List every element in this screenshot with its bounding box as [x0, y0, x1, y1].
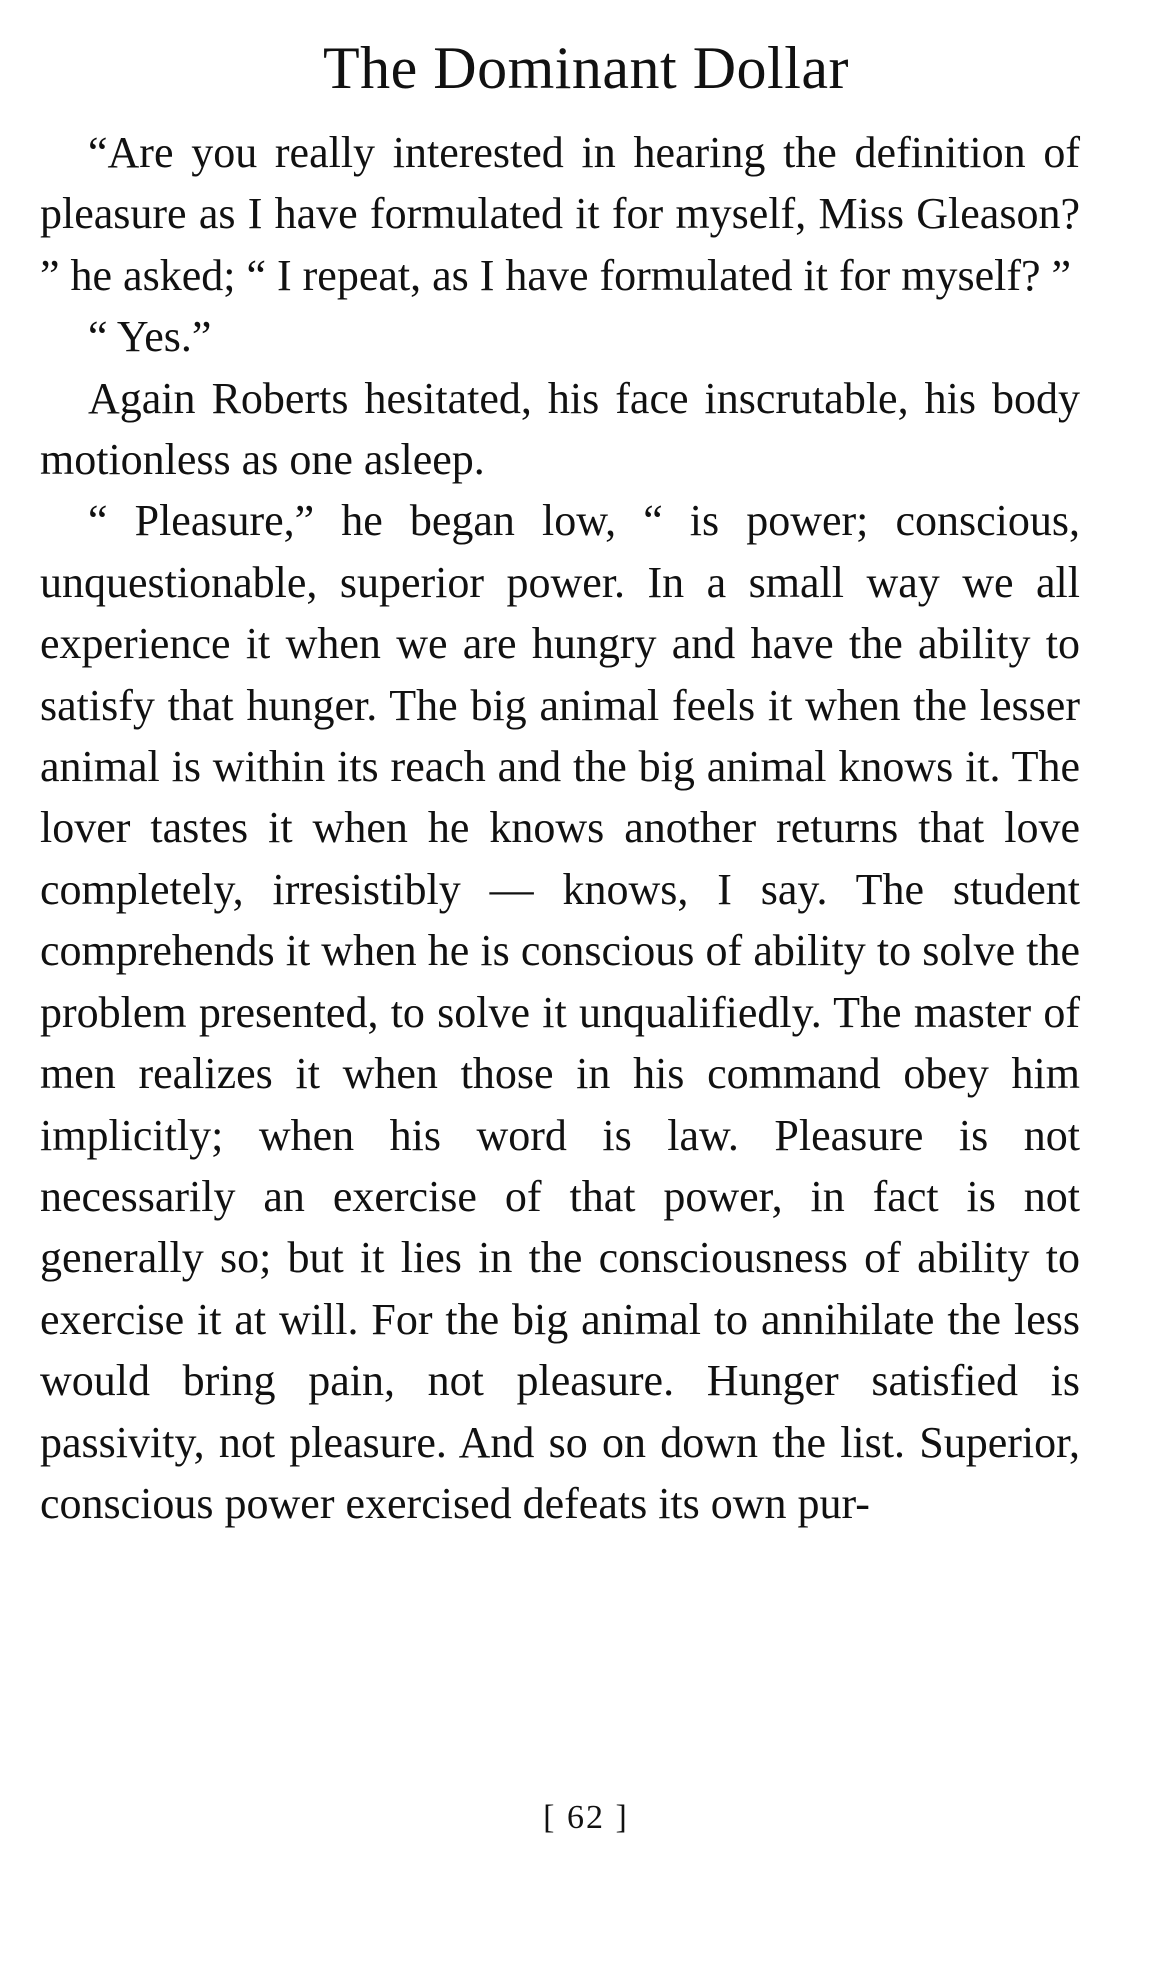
body-text — [40, 122, 1080, 1534]
running-head-title: The Dominant Dollar — [322, 35, 850, 101]
page-number: [ 62 ] — [543, 1799, 629, 1836]
paragraph-3: Again Roberts hesitated, his face inscrutable, his body motionless as one asleep. — [40, 373, 1080, 485]
paragraph-1: “Are you really interested in hearing the definition of pleasure as I have formulated it for myself, Miss Gleason? ” he asked; “ I repeat, as I have formulated it for myself? ” — [40, 128, 1080, 300]
paragraph-2: “ Yes.” — [88, 312, 212, 362]
paragraph-4: “ Pleasure,” he began low, “ is power; conscious, unquestionable, superior power. In a small way we all experience it when we are hungry and have the ability to satisfy that hunger. The big animal feels it when the lesser animal is within its reach and the big animal knows it. The lover tastes it when he knows another returns that love completely, irresistibly — knows, I say. The student comprehends it when he is conscious of ability to solve the problem presented, to solve it unqualifiedly. The master of men realizes it when those in his command obey him implicitly; when his word is law. Pleasure is not necessarily an exercise of that power, in fact is not generally so; but it lies in the consciousness of ability to exercise it at will. For the big animal to annihilate the less would bring pain, not pleasure. Hunger satisfied is passivity, not pleasure. And so on down the list. Superior, conscious power exercised defeats its own pur- — [40, 496, 1080, 1528]
